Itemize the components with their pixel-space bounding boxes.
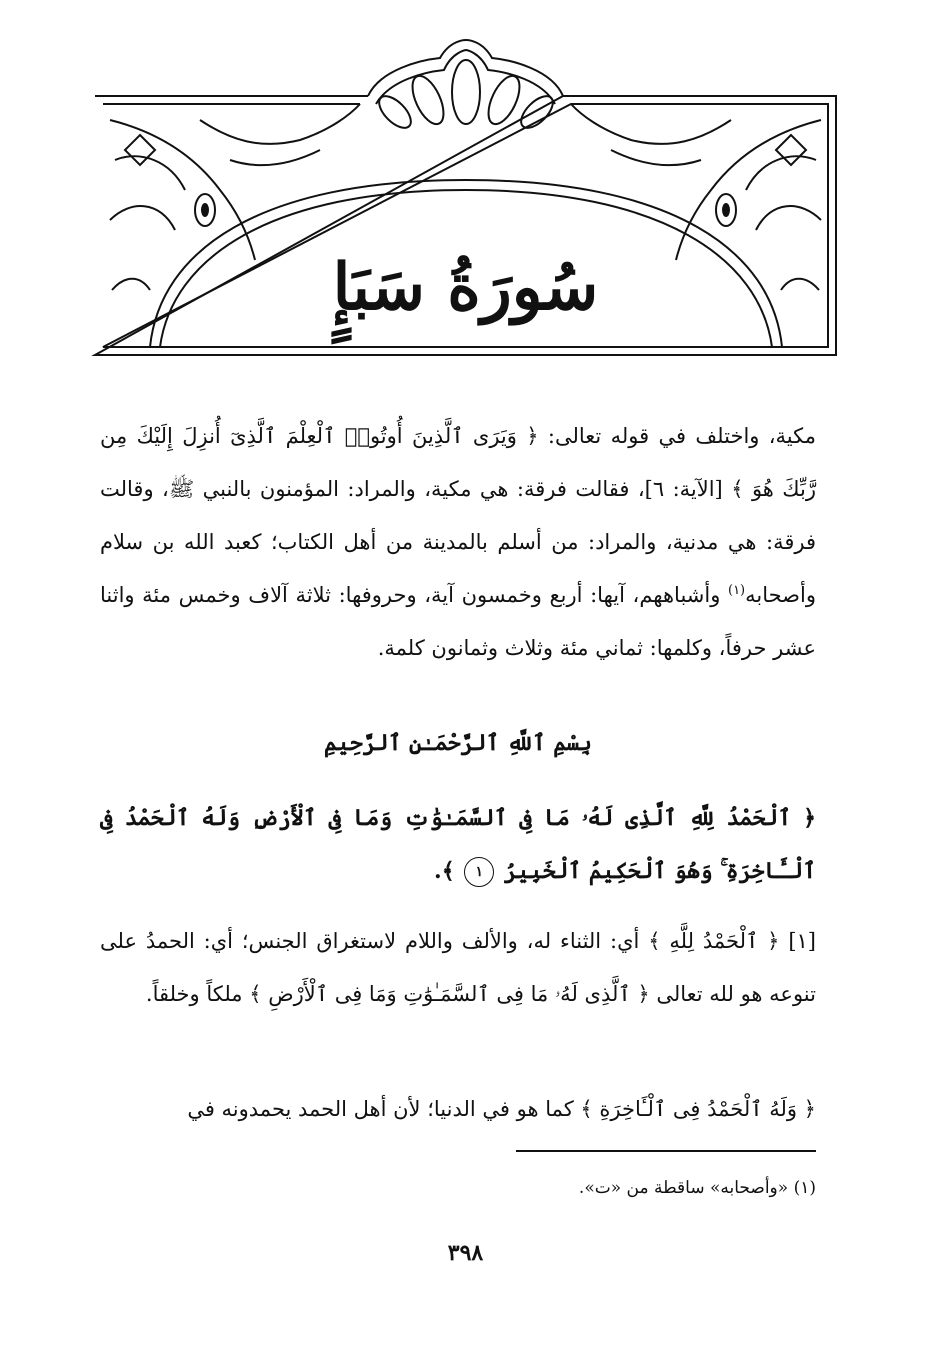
footnote-reference[interactable]: (١) xyxy=(727,583,746,598)
footnote-divider xyxy=(516,1150,816,1152)
intro-text: مكية، واختلف في قوله تعالى: ﴿ وَيَرَى ٱلَّذِينَ أُوتُوا۟ ٱلْعِلْمَ ٱلَّذِىٓ أُنزِلَ إِلَيْكَ مِن رَّبِّكَ هُوَ ﴾ [الآية: ٦]، فقالت فرقة: هي مكية، والمراد: المؤمنون بالنبي ﷺ، وقالت فرقة: هي مدنية، والمراد: من أسلم بالمدينة من أهل الكتاب؛ كعبد الله بن سلام وأصحابه xyxy=(100,424,816,607)
page-number: ٣٩٨ xyxy=(447,1240,484,1266)
ayah-text: ﴿ ٱلْحَمْدُ لِلَّهِ ٱلَّذِى لَهُۥ مَا فِى ٱلسَّمَـٰوَٰتِ وَمَا فِى ٱلْأَرْضِ وَلَهُ ٱلْحَمْدُ فِى ٱلْـَٔاخِرَةِ ۚ وَهُوَ ٱلْحَكِيمُ ٱلْخَبِيرُ xyxy=(100,805,816,884)
tafsir-text-1: [١] ﴿ ٱلْحَمْدُ لِلَّهِ ﴾ أي: الثناء له، والألف واللام لاستغراق الجنس؛ أي: الحمدُ على تنوعه هو لله تعالى ﴿ ٱلَّذِى لَهُۥ مَا فِى ٱلسَّمَـٰوَٰتِ وَمَا فِى ٱلْأَرْضِ ﴾ ملكاً وخلقاً. xyxy=(100,929,816,1006)
basmala: بِسْمِ ٱللَّهِ ٱلرَّحْمَـٰنِ ٱلرَّحِيمِ xyxy=(324,730,592,756)
surah-title: سُورَةُ سَبَإٍ xyxy=(332,250,599,325)
intro-text-continued: وأشباههم، آيها: أربع وخمسون آية، وحروفها: ثلاثة آلاف وخمس مئة واثنا عشر حرفاً، وكلمها: ثماني مئة وثلاث وثمانون كلمة. xyxy=(100,583,816,660)
tafsir-paragraph-2 xyxy=(100,1083,816,1136)
tafsir-paragraph-1 xyxy=(100,915,816,1021)
ayah-paragraph xyxy=(100,792,816,898)
ayah-number-marker: ١ xyxy=(464,857,494,887)
tafsir-text-2: ﴿ وَلَهُ ٱلْحَمْدُ فِى ٱلْـَٔاخِرَةِ ﴾ كما هو في الدنيا؛ لأن أهل الحمد يحمدونه في xyxy=(187,1097,816,1121)
footnote: (١) «وأصحابه» ساقطة من «ت». xyxy=(578,1178,816,1198)
intro-paragraph xyxy=(100,410,816,675)
ayah-closing: ﴾. xyxy=(434,858,463,884)
